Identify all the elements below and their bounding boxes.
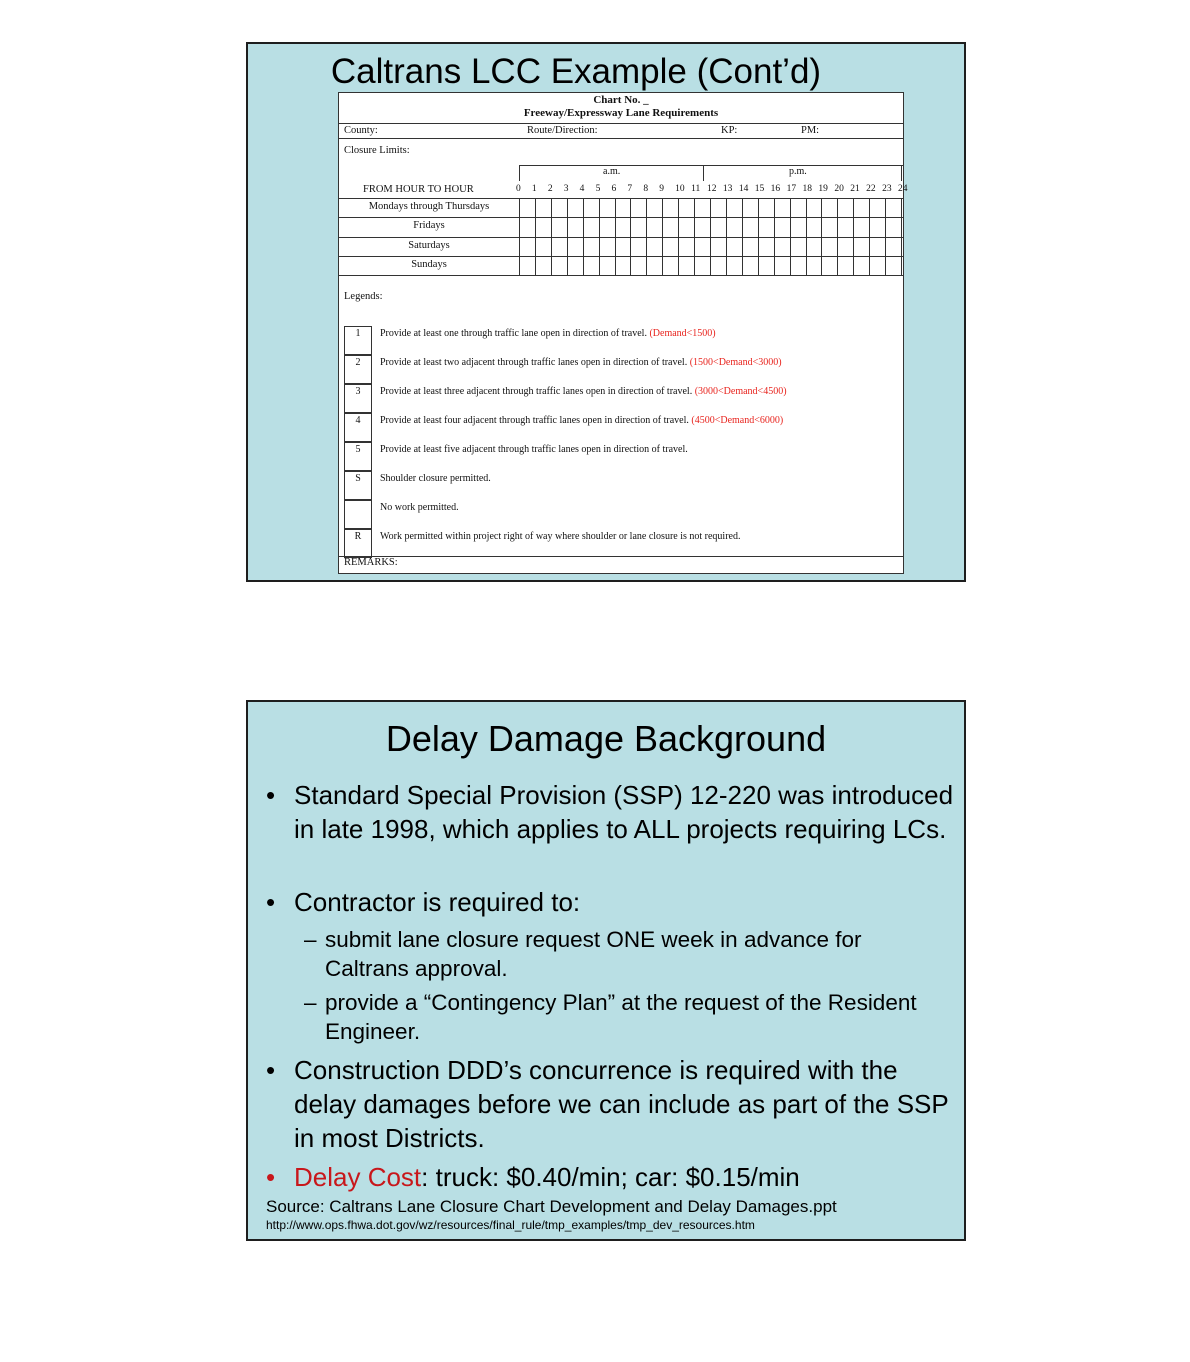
slide-lcc-example [246,42,966,582]
legend-code: 1 [355,328,361,339]
grid-column-line [599,198,600,275]
legend-item [339,471,903,500]
legend-text-line [380,502,459,513]
hour-label: 10 [675,184,685,194]
dash-icon: – [304,990,317,1015]
legend-text: No work permitted. [380,502,459,513]
kp-label: KP: [721,125,738,136]
hour-label: 16 [770,184,781,194]
legend-text: Provide at least one through traffic lane open in direction of travel. [380,328,647,339]
hour-label: 6 [611,184,617,194]
grid-column-line [853,198,854,275]
divider [339,198,903,199]
grid-column-line [742,198,743,275]
grid-column-line [806,198,807,275]
hour-label: 9 [659,184,664,194]
legend-demand-note: (4500<Demand<6000) [691,415,784,426]
divider [339,217,903,218]
legend-text-line [380,328,716,339]
slide-title: Delay Damage Background [385,718,827,759]
pm-label: PM: [801,125,820,136]
grid-column-line [567,198,568,275]
hour-label: 4 [579,184,585,194]
bracket-line [519,166,520,181]
legend-code-box [344,500,372,529]
legend-text-line [380,386,787,397]
legend-text: Shoulder closure permitted. [380,473,491,484]
am-label: a.m. [603,166,621,177]
hour-label: 23 [882,184,892,194]
legend-text-line [380,415,783,426]
legend-code: 3 [355,386,361,397]
grid-column-line [694,198,695,275]
grid-column-line [869,198,870,275]
legend-item [339,326,903,355]
hour-label: 13 [722,184,733,194]
hour-label: 18 [802,184,812,194]
legend-item [339,413,903,442]
divider [339,138,903,139]
legend-demand-note: (Demand<1500) [649,328,716,339]
grid-column-line [901,198,902,275]
hour-label: 0 [516,184,521,194]
divider [519,165,903,166]
hour-label: 17 [786,184,797,194]
legend-code: R [354,531,362,542]
legends-label: Legends: [344,291,383,302]
grid-column-line [630,198,631,275]
legend-text: Provide at least four adjacent through traffic lanes open in direction of travel. [380,415,689,426]
day-row-label: Sundays [411,258,447,270]
legend-text: Provide at least five adjacent through traffic lanes open in direction of travel. [380,444,688,455]
hour-label: 24 [898,184,908,194]
source-url: http://www.ops.fhwa.dot.gov/wz/resources/final_rule/tmp_examples/tmp_dev_resources.htm [266,1218,755,1232]
hour-label: 22 [866,184,876,194]
from-hour-label: FROM HOUR TO HOUR [363,184,474,195]
bullet-icon: • [266,1055,276,1085]
route-direction-label: Route/Direction: [527,125,598,136]
hour-label: 21 [850,184,860,194]
grid-column-line [678,198,679,275]
grid-column-line [821,198,822,275]
hour-label: 5 [595,184,601,194]
hour-label: 20 [834,184,844,194]
legend-code: 4 [355,415,361,426]
grid-column-line [662,198,663,275]
legend-item [339,355,903,384]
grid-column-line [551,198,552,275]
day-row-label: Fridays [413,220,445,232]
grid-column-line [710,198,711,275]
day-row-label: Mondays through Thursdays [368,201,490,212]
chart-number: Chart No. _ [593,94,649,106]
bracket-line [901,166,902,181]
slide-delay-damage: Delay Damage Background • Standard Special Provision (SSP) 12-220 was introduced in late 1998, which applies to ALL projects requiring LCs. • Contractor is required to: – submit lane closure request ONE week in advance for Caltrans approval. – provide a “Contingency Plan” at the request of the Resident Engineer. • Construction DDD’s concurrence is required with the delay damages before we can include as part of the SSP in most Districts. • Delay Cost: truck: $0.40/min; car: $0.15/min Source: Caltrans Lane Closure Chart Development and Delay Damages.ppt http://www.ops.fhwa.dot.gov/wz/resources/final_rule/tmp_examples/tmp_dev_resources.htm [246,700,966,1241]
chart-subtitle: Freeway/Expressway Lane Requirements [523,107,719,119]
hour-label: 1 [531,184,537,194]
legend-item [339,442,903,471]
hour-label: 19 [818,184,828,194]
delay-cost-value: : truck: $0.40/min; car: $0.15/min [421,1162,800,1192]
legend-item [339,384,903,413]
divider [339,275,903,276]
bracket-line [703,166,704,181]
hour-label: 12 [707,184,717,194]
grid-column-line [758,198,759,275]
lane-requirements-chart [338,92,908,574]
county-label: County: [344,125,378,136]
hour-label: 2 [547,184,553,194]
legend-demand-note: (1500<Demand<3000) [689,357,782,368]
remarks-label: REMARKS: [344,557,398,568]
pm-hours-label: p.m. [789,166,807,177]
day-row-label: Saturdays [408,239,450,251]
grid-column-line [646,198,647,275]
divider [339,256,903,257]
hour-label: 14 [738,184,749,194]
grid-column-line [519,198,520,275]
legend-text: Provide at least two adjacent through traffic lanes open in direction of travel. [380,357,688,368]
legend-code: 2 [355,357,361,368]
divider [339,237,903,238]
grid-column-line [583,198,584,275]
grid-column-line [615,198,616,275]
grid-column-line [726,198,727,275]
slide-title: Caltrans LCC Example (Cont’d) [330,52,822,91]
hour-label: 7 [627,184,633,194]
bullet-icon: • [266,887,276,917]
grid-column-line [774,198,775,275]
divider [339,123,903,124]
hour-label: 15 [754,184,765,194]
legend-text-line [380,531,740,542]
legend-item [339,500,903,529]
divider [339,556,903,557]
legend-item [339,529,903,558]
closure-limits-label: Closure Limits: [344,145,410,156]
bullet-icon: • [266,780,276,810]
grid-column-line [535,198,536,275]
legend-text-line [380,473,491,484]
delay-cost-label: Delay Cost [294,1162,422,1192]
grid-column-line [885,198,886,275]
legend-text-line [380,444,688,455]
legend-text: Work permitted within project right of way where shoulder or lane closure is not required. [380,531,741,542]
legend-text: Provide at least three adjacent through traffic lanes open in direction of travel. [380,386,693,397]
legend-code: 5 [355,444,361,455]
grid-column-line [790,198,791,275]
legend-demand-note: (3000<Demand<4500) [694,386,787,397]
hour-label: 3 [563,184,569,194]
legend-text-line [380,357,782,368]
dash-icon: – [304,927,317,952]
source-text: Source: Caltrans Lane Closure Chart Development and Delay Damages.ppt [266,1197,837,1216]
bullet-icon: • [266,1162,276,1192]
legend-code: S [355,473,361,484]
hour-label: 8 [643,184,649,194]
hour-label: 11 [691,184,701,194]
grid-column-line [837,198,838,275]
